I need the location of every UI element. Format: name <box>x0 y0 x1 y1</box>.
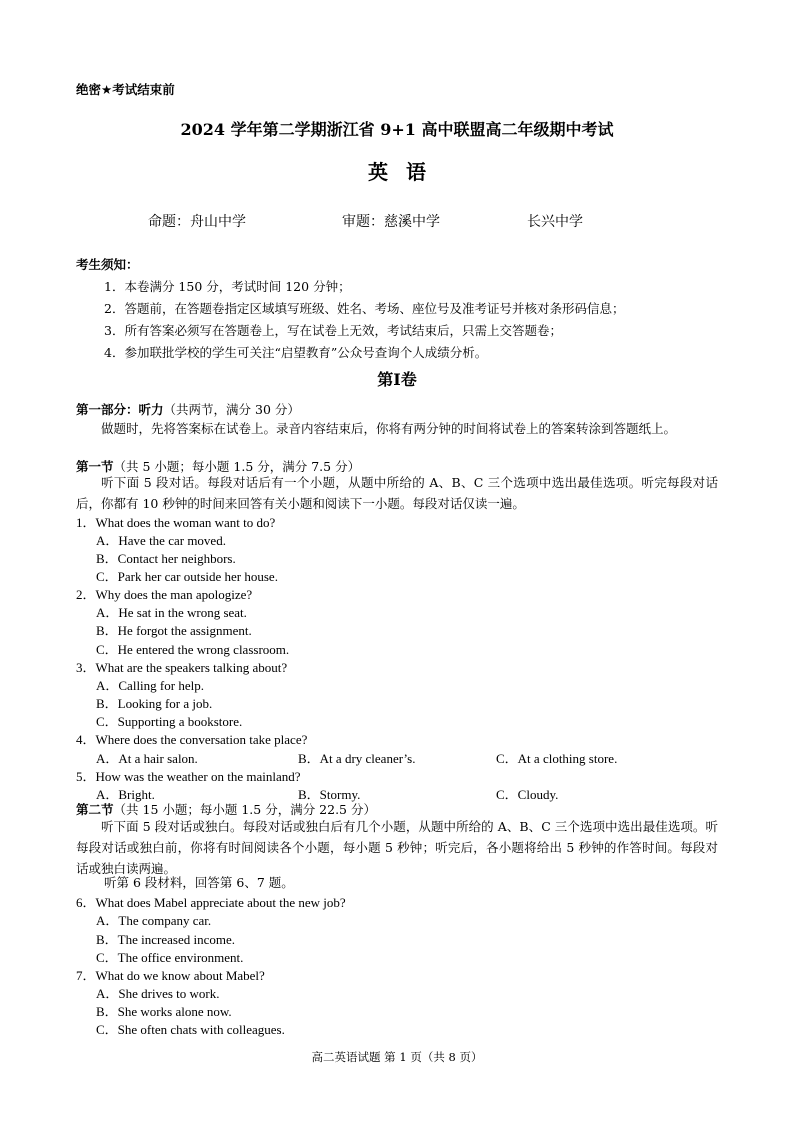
section1-instruction: 听下面 5 段对话。每段对话后有一个小题，从题中所给的 A、B、C 三个选项中选出最佳选项。听完每段对话后，你都有 10 秒钟的时间来回答有关小题和阅读下一小题。每段对话仅读一遍。 <box>76 475 718 511</box>
part1-heading <box>76 400 300 418</box>
question-option: C．Cloudy. <box>496 787 559 802</box>
section2-note: （共 15 小题；每小题 1.5 分，满分 22.5 分） <box>113 802 376 817</box>
question-option: A．The company car. <box>96 913 212 928</box>
subject-title: 英语 <box>368 160 444 184</box>
question-option: C．She often chats with colleagues. <box>96 1022 285 1037</box>
page-footer: 高二英语试题 第 1 页（共 8 页） <box>311 1050 483 1064</box>
notice-item: 2．答题前，在答题卷指定区域填写班级、姓名、考场、座位号及准考证号并核对条形码信息； <box>104 301 625 316</box>
question-option: B．Contact her neighbors. <box>96 551 236 566</box>
confidential-label: 绝密★考试结束前 <box>76 82 175 97</box>
notice-item: 3．所有答案必须写在答题卷上，写在试卷上无效，考试结束后，只需上交答题卷； <box>104 323 562 338</box>
question-option: A．Calling for help. <box>96 678 204 693</box>
question-option: B．Stormy. <box>298 787 361 802</box>
question-stem: 6．What does Mabel appreciate about the new job? <box>76 895 346 910</box>
question-option: A．At a hair salon. <box>96 751 198 766</box>
part1-note: （共两节，满分 30 分） <box>163 402 300 417</box>
question-option: B．The increased income. <box>96 932 235 947</box>
question-option: B．At a dry cleaner’s. <box>298 751 416 766</box>
section1-title: 第一节 <box>76 459 114 474</box>
credit-reviewer: 审题：慈溪中学 <box>342 214 440 230</box>
question-option: A．She drives to work. <box>96 986 220 1001</box>
question-option: A．Bright. <box>96 787 155 802</box>
question-stem: 5．How was the weather on the mainland? <box>76 769 301 784</box>
credit-author: 命题：舟山中学 <box>148 214 246 230</box>
question-option: B．Looking for a job. <box>96 696 213 711</box>
question-stem: 3．What are the speakers talking about? <box>76 660 288 675</box>
part1-instruction: 做题时，先将答案标在试卷上。录音内容结束后，你将有两分钟的时间将试卷上的答案转涂到答题纸上。 <box>101 421 677 436</box>
question-option: A．He sat in the wrong seat. <box>96 605 247 620</box>
notice-item: 4．参加联批学校的学生可关注“启望教育”公众号查询个人成绩分析。 <box>104 345 488 360</box>
notice-item: 1．本卷满分 150 分，考试时间 120 分钟； <box>104 279 351 294</box>
section2-instruction: 听下面 5 段对话或独白。每段对话或独白后有几个小题，从题中所给的 A、B、C 三个选项中选出最佳选项。听每段对话或独白前，你将有时间阅读各个小题，每小题 5 秒钟；听完后，各小题将给出 5 秒钟的作答时间。每段对话或独白读两遍。 <box>76 819 718 876</box>
question-option: C．He entered the wrong classroom. <box>96 642 290 657</box>
question-option: B．She works alone now. <box>96 1004 232 1019</box>
credit-reviewer-2: 长兴中学 <box>527 214 583 230</box>
volume-heading: 第Ⅰ卷 <box>377 370 417 389</box>
question-option: C．The office environment. <box>96 950 244 965</box>
question-option: B．He forgot the assignment. <box>96 623 252 638</box>
question-option: C．At a clothing store. <box>496 751 618 766</box>
section1-note: （共 5 小题；每小题 1.5 分，满分 7.5 分） <box>113 459 361 474</box>
question-stem: 2．Why does the man apologize? <box>76 587 253 602</box>
question-stem: 7．What do we know about Mabel? <box>76 968 265 983</box>
section2-title: 第二节 <box>76 802 114 817</box>
question-stem: 4．Where does the conversation take place? <box>76 732 308 747</box>
material-note: 听第 6 段材料，回答第 6、7 题。 <box>104 875 294 890</box>
exam-title: 2024 学年第二学期浙江省 9+1 高中联盟高二年级期中考试 <box>180 120 614 139</box>
part1-title: 第一部分：听力 <box>76 402 164 417</box>
question-option: C．Supporting a bookstore. <box>96 714 243 729</box>
question-option: C．Park her car outside her house. <box>96 569 278 584</box>
notice-title: 考生须知： <box>76 257 139 272</box>
question-stem: 1．What does the woman want to do? <box>76 515 276 530</box>
question-option: A．Have the car moved. <box>96 533 226 548</box>
